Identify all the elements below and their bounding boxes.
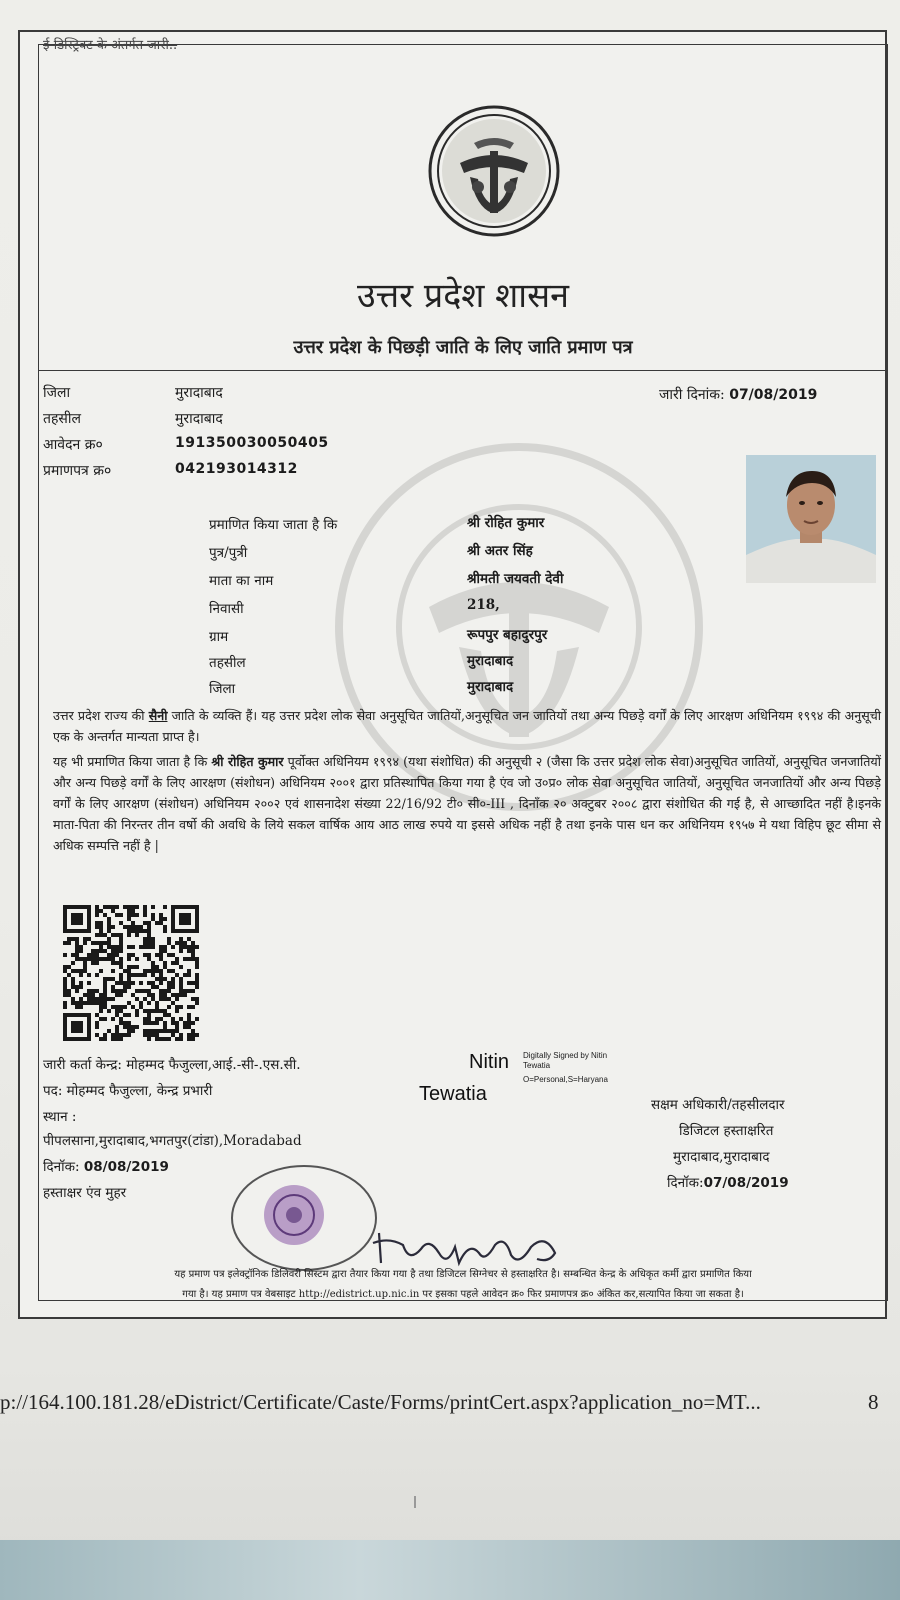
tehsil-value: मुरादाबाद bbox=[175, 411, 223, 427]
para2-text-b: पूर्वोक्त अधिनियम १९९४ (यथा संशोधित) की अनुसूची २ (जैसा कि उत्तर प्रदेश लोक सेवा)अनुसूचित जातियों, अनुसूचित जनजातियों और अन्य पिछड़े वर्गों के लिए आरक्षण (संशोधन) अधिनियम २००१ द्वारा प्रतिस्थापित किया गया है एंव जो उ०प्र० लोक सेवा अनुसूचित जातियों, अनुसूचित जनजातियों और अन्य पिछड़े वर्गों के लिए आरक्षण (संशोधन) अधिनियम २००२ एवं शासनादेश संख्या 22/16/92 टी० सी०-III , दिनाँक २० अक्टुबर २००८ द्वारा संशोधित की गई है, से आच्छादित नहीं है।इनके माता-पिता की निरन्तर तीन वर्षो की अवधि के लिये सकल वार्षिक आय आठ लाख रुपये या इससे अधिक नहीं है तथा इनके पास धन कर अधिनियम १९५७ मे यथा विहिप छूट सीमा से अधिक सम्पत्ति नहीं है | bbox=[53, 754, 881, 853]
footer-note-line1: यह प्रमाण पत्र इलेक्ट्रॉनिक डिलिवरी सिस्टम द्वारा तैयार किया गया है तथा डिजिटल सिग्नेचर से हस्ताक्षरित है। सम्बन्धित केन्द्र के अधिकृत कर्मी द्वारा प्रमाणित किया bbox=[174, 1269, 752, 1280]
certificate-subtitle: उत्तर प्रदेश के पिछड़ी जाति के लिए जाति प्रमाण पत्र bbox=[293, 337, 633, 358]
mother-name: श्रीमती जयवती देवी bbox=[467, 571, 564, 587]
digital-signature-line2: Tewatia bbox=[523, 1061, 551, 1070]
seal-label: हस्ताक्षर एंव मुहर bbox=[43, 1185, 127, 1201]
authority-date-value: 07/08/2019 bbox=[703, 1175, 789, 1191]
place-value: पीपलसाना,मुरादाबाद,भगतपुर(टांडा),Moradabad bbox=[43, 1133, 302, 1149]
place-label: स्थान : bbox=[43, 1109, 77, 1125]
tehsil-label: तहसील bbox=[43, 411, 81, 427]
certificate-number: 042193014312 bbox=[175, 461, 298, 477]
background-surface bbox=[0, 1540, 900, 1600]
issuer-date bbox=[43, 1157, 169, 1175]
issuer-post: पद: मोहम्मद फैजुल्ला, केन्द्र प्रभारी bbox=[43, 1083, 213, 1099]
print-url-footer bbox=[0, 1390, 900, 1415]
print-url: p://164.100.181.28/eDistrict/Certificate/Caste/Forms/printCert.aspx?application_no=MT... bbox=[0, 1390, 761, 1414]
up-emblem-icon bbox=[426, 103, 562, 239]
person-tehsil-value: मुरादाबाद bbox=[467, 653, 514, 669]
para1-text-b: जाति के व्यक्ति हैं। यह उत्तर प्रदेश लोक सेवा अनुसूचित जातियों,अनुसूचित जन जातियों तथा अन्य पिछड़े वर्गों के लिए आरक्षण अधिनियम १९९४ की अनुसूची एक के अन्तर्गत मान्यता प्राप्त है। bbox=[53, 708, 881, 744]
issuer-date-value: 08/08/2019 bbox=[83, 1159, 169, 1175]
certificate-title: उत्तर प्रदेश शासन bbox=[357, 276, 569, 316]
village-value: रूपपुर बहादुरपुर bbox=[467, 627, 548, 643]
application-number: 191350030050405 bbox=[175, 435, 329, 451]
caste-paragraph bbox=[53, 705, 881, 747]
authority-location: मुरादाबाद,मुरादाबाद bbox=[673, 1149, 770, 1165]
person-tehsil-label: तहसील bbox=[209, 655, 246, 671]
person-district-label: जिला bbox=[209, 681, 236, 697]
caste-name: सैनी bbox=[148, 708, 168, 723]
para2-holder-name: श्री रोहित कुमार bbox=[211, 754, 284, 769]
issue-date-label: जारी दिनांक: bbox=[659, 387, 725, 403]
qr-code-icon bbox=[63, 905, 199, 1041]
para2-text-a: यह भी प्रमाणित किया जाता है कि bbox=[53, 754, 212, 769]
village-label: ग्राम bbox=[209, 629, 229, 645]
resident-value: 218, bbox=[467, 597, 500, 613]
authority-title: सक्षम अधिकारी/तहसीलदार bbox=[651, 1097, 785, 1113]
holder-name: श्री रोहित कुमार bbox=[467, 515, 545, 531]
digital-signer-last-name: Tewatia bbox=[419, 1083, 487, 1105]
certificate-inner-frame bbox=[38, 38, 888, 1301]
authority-signed: डिजिटल हस्ताक्षरित bbox=[679, 1123, 774, 1139]
resident-label: निवासी bbox=[209, 601, 244, 617]
digital-signer-first-name: Nitin bbox=[469, 1051, 510, 1073]
holder-photo bbox=[746, 455, 876, 583]
district-value: मुरादाबाद bbox=[175, 385, 223, 401]
para1-text-a: उत्तर प्रदेश राज्य की bbox=[53, 708, 149, 723]
mother-label: माता का नाम bbox=[209, 573, 274, 589]
issuer-date-label: दिनॉक: bbox=[43, 1159, 80, 1175]
certificate bbox=[18, 30, 887, 1319]
footer-note-line2: गया है। यह प्रमाण पत्र वेबसाइट http://edistrict.up.nic.in पर इसका पहले आवेदन क्र० फिर प्रमाणपत्र क्र० अंकित कर,सत्यापित किया जा सकता है। bbox=[182, 1289, 744, 1300]
parent-name: श्री अतर सिंह bbox=[467, 543, 533, 559]
issue-date-value: 07/08/2019 bbox=[729, 387, 818, 403]
issue-date bbox=[659, 385, 817, 404]
official-stamp-icon bbox=[229, 1163, 379, 1273]
parent-label: पुत्र/पुत्री bbox=[209, 545, 248, 561]
header-scrawl: ई-डिस्ट्रिक्ट के अंतर्गत जारी.. bbox=[43, 38, 178, 53]
person-district-value: मुरादाबाद bbox=[467, 679, 514, 695]
digital-signature-line3: O=Personal,S=Haryana bbox=[523, 1075, 608, 1084]
print-page-number: 8 bbox=[868, 1390, 879, 1414]
digital-signature-line1: Digitally Signed by Nitin bbox=[523, 1051, 608, 1060]
authority-date bbox=[667, 1173, 789, 1191]
authority-date-label: दिनॉक: bbox=[667, 1175, 704, 1191]
application-label: आवेदन क्र० bbox=[43, 437, 103, 453]
title-divider bbox=[39, 370, 887, 371]
footer-note bbox=[39, 1265, 887, 1305]
paper-mark bbox=[414, 1496, 416, 1508]
issuing-centre: जारी कर्ता केन्द्र: मोहम्मद फैजुल्ला,आई.-सी-.एस.सी. bbox=[43, 1057, 301, 1073]
certification-paragraph bbox=[53, 751, 881, 856]
certified-label: प्रमाणित किया जाता है कि bbox=[209, 517, 338, 533]
certificate-no-label: प्रमाणपत्र क्र० bbox=[43, 463, 112, 479]
district-label: जिला bbox=[43, 385, 71, 401]
